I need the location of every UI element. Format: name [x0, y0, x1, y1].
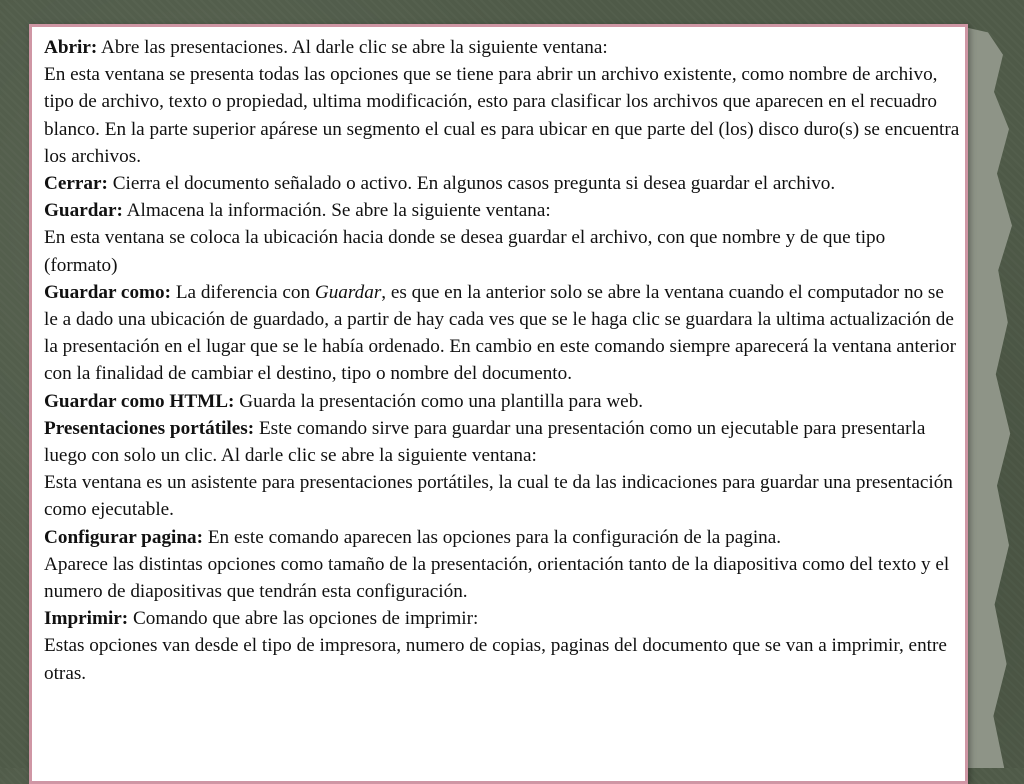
- paragraph-guardar-detail: En esta ventana se coloca la ubicación hacia donde se desea guardar el archivo, con que nombre y de que tipo (formato): [44, 227, 886, 276]
- paragraph-guardar: [44, 197, 962, 224]
- term-presentaciones-portatiles: Presentaciones portátiles:: [44, 417, 255, 439]
- term-guardar-html: Guardar como HTML:: [44, 390, 235, 412]
- desc-configurar-pagina: En este comando aparecen las opciones para la configuración de la pagina.: [203, 526, 782, 548]
- desc-guardar-como-italic: Guardar: [314, 281, 382, 303]
- paragraph-presentaciones-detail: Esta ventana es un asistente para presentaciones portátiles, la cual te da las indicaciones para guardar una presentación como ejecutable.: [44, 472, 953, 521]
- paragraph-presentaciones-portatiles: [44, 415, 962, 469]
- paragraph-cerrar: [44, 170, 962, 197]
- term-cerrar: Cerrar:: [44, 173, 108, 195]
- desc-guardar: Almacena la información. Se abre la siguiente ventana:: [122, 200, 551, 222]
- paragraph-configurar-pagina: [44, 524, 962, 551]
- term-guardar: Guardar:: [44, 200, 123, 222]
- paragraph-guardar-html: [44, 388, 962, 415]
- term-configurar-pagina: Configurar pagina:: [44, 526, 204, 548]
- desc-imprimir: Comando que abre las opciones de imprimir:: [128, 608, 479, 630]
- desc-abrir: Abre las presentaciones. Al darle clic se abre la siguiente ventana:: [97, 37, 608, 58]
- paragraph-imprimir: [44, 605, 962, 632]
- paragraph-guardar-como: [44, 279, 962, 388]
- desc-cerrar: Cierra el documento señalado o activo. En algunos casos pregunta si desea guardar el archivo.: [107, 173, 836, 195]
- paragraph-imprimir-detail: Estas opciones van desde el tipo de impresora, numero de copias, paginas del documento que se van a imprimir, entre otras.: [44, 635, 947, 684]
- desc-guardar-como-before: La diferencia con: [171, 281, 315, 303]
- desc-guardar-como-after: , es que en la anterior solo se abre la ventana cuando el computador no se le a dado una ubicación de guardado, a partir de hay cada ves que se le haga clic se guardara la ultima actualización de la presentación en el lugar que se le había ordenado. En cambio en este comando siempre aparecerá la ventana anterior con la finalidad de cambiar el destino, tipo o nombre del documento.: [44, 281, 957, 385]
- paragraph-configurar-detail: Aparece las distintas opciones como tamaño de la presentación, orientación tanto de la diapositiva como del texto y el numero de diapositivas que tendrán esta configuración.: [44, 553, 950, 603]
- term-abrir: Abrir:: [44, 37, 98, 58]
- slide-body-text: [44, 34, 962, 687]
- term-guardar-como: Guardar como:: [44, 281, 172, 303]
- paragraph-abrir: [44, 34, 962, 61]
- desc-presentaciones-portatiles: Este comando sirve para guardar una presentación como un ejecutable para presentarla luego con solo un clic. Al darle clic se abre la siguiente ventana:: [44, 417, 926, 467]
- desc-guardar-html: Guarda la presentación como una plantilla para web.: [234, 390, 644, 412]
- term-imprimir: Imprimir:: [44, 608, 129, 630]
- slide: [29, 24, 968, 784]
- paragraph-abrir-detail: En esta ventana se presenta todas las opciones que se tiene para abrir un archivo existente, como nombre de archivo, tipo de archivo, texto o propiedad, ultima modificación, esto para clasificar los archivos que aparecen en el recuadro blanco. En la parte superior apárese un segmento el cual es para ubicar en que parte del (los) disco duro(s) se encuentra los archivos.: [44, 64, 960, 167]
